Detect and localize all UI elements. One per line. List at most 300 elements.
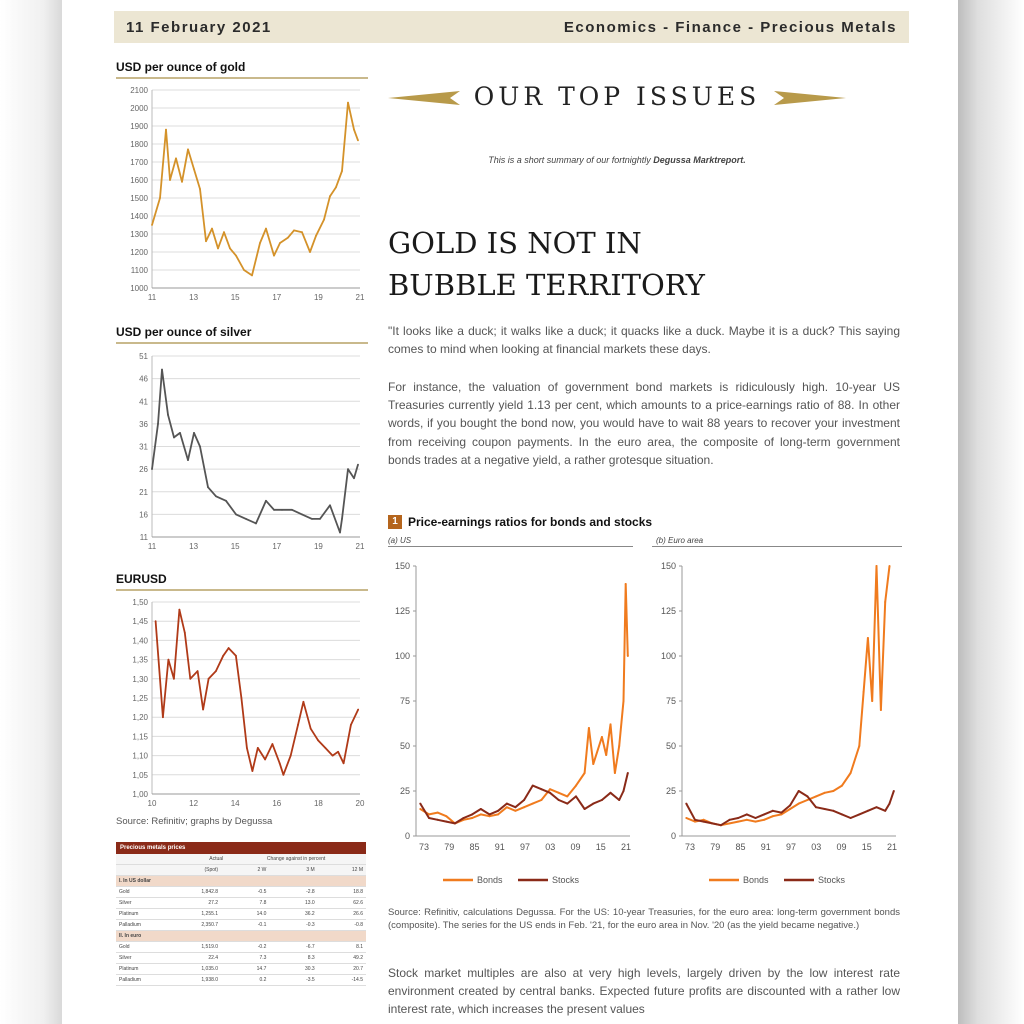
silver-chart-y-tick-label: 26 xyxy=(139,465,148,475)
gold-chart-line xyxy=(152,103,358,276)
gold-chart-point xyxy=(205,240,207,242)
pe-us-stocks-point xyxy=(454,822,456,824)
pe-us-stocks-point xyxy=(575,795,577,797)
metals-usd-cell: -0.1 xyxy=(257,922,267,928)
pe-euro-bonds-point xyxy=(876,565,878,567)
gold-chart-y-tick-label: 2100 xyxy=(130,86,148,95)
gold-chart-point xyxy=(193,168,195,170)
pe-ratio-chart-euro xyxy=(654,556,904,896)
silver-chart-x-tick-label: 15 xyxy=(230,542,240,551)
pe-us-bonds-point xyxy=(488,815,490,817)
pe-euro-stocks-point xyxy=(884,810,886,812)
eurusd-chart-y-tick-label: 1,05 xyxy=(132,770,148,780)
pe-ratio-chart-us xyxy=(388,556,638,896)
eurusd-chart-point xyxy=(208,678,210,680)
pe-euro-y-tick-label: 0 xyxy=(670,831,676,841)
silver-chart-point xyxy=(357,464,359,466)
left-source-note: Source: Refinitiv; graphs by Degussa xyxy=(116,816,273,827)
gold-chart-x-tick-label: 15 xyxy=(230,293,240,302)
gold-chart-point xyxy=(309,251,311,253)
metals-usd-cell: -0.5 xyxy=(257,889,267,895)
document-page xyxy=(62,0,958,1024)
gold-chart-point xyxy=(223,231,225,233)
pe-us-bonds-point xyxy=(610,723,612,725)
gold-chart-point xyxy=(279,242,281,244)
eurusd-chart-x-tick-label: 14 xyxy=(230,799,240,808)
silver-chart-y-tick-label: 31 xyxy=(139,442,148,452)
silver-chart-point xyxy=(329,504,331,506)
pe-euro-stocks-point xyxy=(841,813,843,815)
silver-chart-x-tick-label: 21 xyxy=(355,542,365,551)
gold-chart-y-tick-label: 1000 xyxy=(130,284,148,293)
pe-us-bonds-point xyxy=(506,806,508,808)
gold-chart-point xyxy=(357,140,359,142)
metals-eur-cell: 22.4 xyxy=(208,955,219,961)
silver-chart-point xyxy=(225,500,227,502)
eurusd-chart-point xyxy=(251,770,253,772)
paragraph-2: For instance, the valuation of government bond markets is ridiculously high. 10-year US Treasuries currently yield 1.13 per cent, which amounts to a price-earnings ratio of 88. In other words, if you bought the bond now, you would have to wait 88 years to recover your investment from receiving coupon payments. In the euro area, the composite of long-term government bonds trades at a negative yield, a rather grotesque situation. xyxy=(388,380,900,467)
metals-usd-cell: -0.8 xyxy=(354,922,364,928)
eurusd-chart-point xyxy=(155,620,157,622)
figure-rule-b xyxy=(652,546,902,547)
pe-us-bonds-point xyxy=(419,808,421,810)
metals-usd-cell: 2,350.7 xyxy=(201,922,219,928)
silver-chart-point xyxy=(157,423,159,425)
pe-us-y-tick-label: 150 xyxy=(394,561,410,571)
gold-chart-y-tick-label: 1700 xyxy=(130,158,148,167)
gold-chart-y-tick-label: 1300 xyxy=(130,230,148,239)
metals-usd-cell: 26.6 xyxy=(353,911,364,917)
eurusd-chart-y-tick-label: 1,30 xyxy=(132,674,148,684)
eurusd-chart-y-tick-label: 1,50 xyxy=(132,598,148,607)
gold-chart-point xyxy=(187,149,189,151)
pe-us-stocks-point xyxy=(471,813,473,815)
metals-eur-cell: 0.2 xyxy=(259,977,267,983)
gold-chart-point xyxy=(211,228,213,230)
metals-eur-cell: 1,035.0 xyxy=(201,966,219,972)
pe-us-x-tick-label: 15 xyxy=(595,842,606,852)
eurusd-chart-point xyxy=(222,655,224,657)
silver-chart-point xyxy=(311,518,313,520)
metals-eur-cell: -0.2 xyxy=(257,944,267,950)
pe-euro-x-tick-label: 73 xyxy=(684,842,696,852)
pe-us-x-tick-label: 21 xyxy=(620,842,632,852)
eurusd-chart-point xyxy=(310,728,312,730)
metals-table-section-usd: I. In US dollar xyxy=(116,876,366,887)
eurusd-chart-y-tick-label: 1,10 xyxy=(132,751,148,761)
eurusd-chart-point xyxy=(184,632,186,634)
header-band xyxy=(114,11,909,43)
silver-chart-point xyxy=(265,500,267,502)
pe-us-stocks-point xyxy=(610,792,612,794)
pe-euro-stocks-point xyxy=(806,795,808,797)
top-issues-banner xyxy=(388,80,846,116)
pe-euro-bonds-point xyxy=(858,745,860,747)
eurusd-chart-point xyxy=(246,747,248,749)
gold-chart-point xyxy=(259,242,261,244)
silver-chart-title: USD per ounce of silver xyxy=(116,325,252,339)
metals-eur-cell: 30.3 xyxy=(304,966,315,972)
gold-chart-point xyxy=(301,231,303,233)
pe-us-y-tick-label: 75 xyxy=(399,696,410,706)
eurusd-chart-point xyxy=(168,659,170,661)
pe-us-stocks-point xyxy=(419,803,421,805)
silver-chart-y-tick-label: 41 xyxy=(139,397,148,407)
silver-chart-point xyxy=(281,509,283,511)
gold-chart-y-tick-label: 1200 xyxy=(130,248,148,257)
pe-euro-stocks-point xyxy=(737,817,739,819)
metals-eur-cell: 8.1 xyxy=(356,944,364,950)
pe-us-bonds-point xyxy=(480,813,482,815)
pe-euro-x-tick-label: 03 xyxy=(811,842,822,852)
pe-us-bonds-point xyxy=(566,795,568,797)
metals-eur-cell: -14.5 xyxy=(351,977,364,983)
eurusd-chart-x-tick-label: 10 xyxy=(147,799,157,808)
pe-us-stocks-point xyxy=(437,819,439,821)
gold-chart-point xyxy=(229,248,231,250)
pe-us-stocks-point xyxy=(514,806,516,808)
pe-euro-stocks-point xyxy=(694,819,696,821)
metals-eur-row xyxy=(116,964,366,975)
silver-chart-x-tick-label: 19 xyxy=(313,542,323,551)
silver-chart-point xyxy=(301,513,303,515)
eurusd-chart-y-tick-label: 1,45 xyxy=(132,617,148,627)
pe-euro-stocks-point xyxy=(780,812,782,814)
pe-us-legend-stocks-label: Stocks xyxy=(552,875,580,885)
pe-euro-bonds-point xyxy=(685,817,687,819)
top-issues-title: OUR TOP ISSUES xyxy=(473,82,761,111)
silver-chart-point xyxy=(161,369,163,371)
pe-us-stocks-point xyxy=(523,799,525,801)
gold-chart-x-tick-label: 19 xyxy=(313,293,323,302)
metals-table-section-eur: II. In euro xyxy=(116,931,366,942)
pe-euro-bonds-point xyxy=(772,815,774,817)
eurusd-chart-point xyxy=(241,697,243,699)
pe-euro-bonds-point xyxy=(889,565,891,567)
pe-euro-y-tick-label: 150 xyxy=(660,561,676,571)
subchart-label-us: (a) US xyxy=(388,536,412,545)
pe-euro-bonds-point xyxy=(880,709,882,711)
pe-us-stocks-point xyxy=(618,799,620,801)
pe-us-stocks-point xyxy=(623,790,625,792)
eurusd-chart-y-tick-label: 1,20 xyxy=(132,713,148,723)
pe-us-x-tick-label: 09 xyxy=(570,842,581,852)
gold-chart-point xyxy=(181,181,183,183)
metals-usd-row xyxy=(116,920,366,931)
pe-us-stocks-point xyxy=(497,810,499,812)
pe-us-y-tick-label: 100 xyxy=(394,651,410,661)
pe-us-x-tick-label: 03 xyxy=(545,842,556,852)
pe-us-stocks-point xyxy=(601,799,603,801)
metals-usd-cell: Silver xyxy=(119,900,132,906)
pe-us-bonds-point xyxy=(523,806,525,808)
pe-us-y-tick-label: 50 xyxy=(399,741,410,751)
eurusd-chart-x-tick-label: 16 xyxy=(272,799,282,808)
pe-euro-stocks-point xyxy=(850,817,852,819)
pe-us-stocks-point xyxy=(488,813,490,815)
metals-eur-row xyxy=(116,942,366,953)
pe-euro-bonds-point xyxy=(798,803,800,805)
eurusd-chart-rule xyxy=(116,589,368,591)
silver-chart-point xyxy=(255,523,257,525)
silver-chart-point xyxy=(319,518,321,520)
metals-usd-cell: 62.6 xyxy=(353,900,364,906)
eurusd-chart-point xyxy=(272,743,274,745)
pe-euro-stocks-point xyxy=(763,813,765,815)
pe-euro-stocks-point xyxy=(789,804,791,806)
metals-usd-cell: -2.8 xyxy=(306,889,315,895)
metals-table-title: Precious metals prices xyxy=(116,842,366,854)
gold-chart-point xyxy=(315,235,317,237)
pe-us-stocks-line xyxy=(420,773,628,823)
eurusd-chart-point xyxy=(264,759,266,761)
pe-euro-stocks-point xyxy=(798,790,800,792)
pe-euro-bonds-point xyxy=(815,795,817,797)
pe-euro-x-tick-label: 85 xyxy=(735,842,746,852)
gold-chart-point xyxy=(265,228,267,230)
eurusd-chart-y-tick-label: 1,25 xyxy=(132,694,148,703)
silver-chart-point xyxy=(245,518,247,520)
silver-chart-point xyxy=(347,468,349,470)
eurusd-chart-point xyxy=(189,678,191,680)
eurusd-chart-point xyxy=(202,709,204,711)
eurusd-chart-point xyxy=(178,609,180,611)
pe-us-stocks-point xyxy=(445,821,447,823)
eurusd-chart-point xyxy=(257,747,259,749)
pe-euro-bonds-point xyxy=(824,792,826,794)
pe-euro-bonds-point xyxy=(867,637,869,639)
eurusd-chart-point xyxy=(162,716,164,718)
eurusd-chart-point xyxy=(357,709,359,711)
silver-chart-rule xyxy=(116,342,368,344)
gold-chart-point xyxy=(217,248,219,250)
silver-chart-point xyxy=(339,532,341,534)
eurusd-chart-point xyxy=(197,670,199,672)
pe-us-x-tick-label: 85 xyxy=(469,842,480,852)
metals-eur-cell: Palladium xyxy=(119,977,141,983)
pe-us-bonds-point xyxy=(584,772,586,774)
pe-us-stocks-point xyxy=(428,817,430,819)
pe-us-bonds-point xyxy=(601,736,603,738)
pe-euro-stocks-point xyxy=(703,821,705,823)
eurusd-chart xyxy=(116,596,368,812)
pe-us-bonds-point xyxy=(625,583,627,585)
metals-usd-cell: 14.0 xyxy=(256,911,267,917)
eurusd-chart-y-tick-label: 1,00 xyxy=(132,790,148,799)
pe-euro-bonds-point xyxy=(737,821,739,823)
article-headline: GOLD IS NOT IN BUBBLE TERRITORY xyxy=(388,226,705,302)
pe-us-stocks-point xyxy=(532,785,534,787)
summary-line: This is a short summary of our fortnightly Degussa Marktreport. xyxy=(488,155,746,165)
metals-eur-cell: 14.7 xyxy=(256,966,267,972)
pe-us-x-tick-label: 97 xyxy=(519,842,531,852)
pe-us-stocks-point xyxy=(566,803,568,805)
eurusd-chart-point xyxy=(173,678,175,680)
silver-chart-y-tick-label: 11 xyxy=(139,533,148,542)
silver-chart-x-tick-label: 11 xyxy=(147,542,157,551)
gold-chart-point xyxy=(151,224,153,226)
paragraph-1: "It looks like a duck; it walks like a duck; it quacks like a duck. Maybe it is a duck? This saying comes to mind when looking at financial markets these days. xyxy=(388,324,900,357)
metals-eur-cell: 7.3 xyxy=(259,955,267,961)
pe-euro-stocks-point xyxy=(824,808,826,810)
gold-chart-point xyxy=(169,179,171,181)
pe-euro-bonds-point xyxy=(806,799,808,801)
pe-us-stocks-point xyxy=(584,808,586,810)
gold-chart-x-tick-label: 11 xyxy=(147,293,157,302)
gold-chart-point xyxy=(287,237,289,239)
pe-us-y-tick-label: 0 xyxy=(404,831,410,841)
silver-chart-point xyxy=(235,513,237,515)
silver-chart-y-tick-label: 46 xyxy=(139,374,148,384)
pe-us-bonds-point xyxy=(471,817,473,819)
silver-chart-point xyxy=(179,432,181,434)
pe-us-stocks-point xyxy=(506,803,508,805)
pe-euro-y-tick-label: 125 xyxy=(660,606,676,616)
metals-price-table xyxy=(116,842,366,986)
pe-us-bonds-point xyxy=(614,772,616,774)
pe-us-legend-bonds-label: Bonds xyxy=(477,875,503,885)
pe-us-bonds-point xyxy=(514,810,516,812)
eurusd-chart-x-tick-label: 12 xyxy=(189,799,199,808)
eurusd-chart-y-tick-label: 1,40 xyxy=(132,636,148,646)
pe-us-bonds-point xyxy=(618,745,620,747)
metals-eur-cell: -6.7 xyxy=(306,944,315,950)
eurusd-chart-y-tick-label: 1,35 xyxy=(132,655,148,665)
pe-euro-legend-stocks-label: Stocks xyxy=(818,875,846,885)
silver-chart-point xyxy=(173,437,175,439)
gold-chart-y-tick-label: 1400 xyxy=(130,212,148,221)
eurusd-chart-point xyxy=(297,724,299,726)
metals-eur-cell: 8.3 xyxy=(307,955,315,961)
pe-us-bonds-point xyxy=(558,792,560,794)
pe-euro-x-tick-label: 09 xyxy=(836,842,847,852)
pe-us-stocks-point xyxy=(558,799,560,801)
pe-us-bonds-line xyxy=(420,584,628,823)
silver-chart-point xyxy=(273,509,275,511)
metals-usd-cell: 1,842.8 xyxy=(201,889,219,895)
pe-euro-stocks-point xyxy=(685,803,687,805)
pe-us-stocks-point xyxy=(480,808,482,810)
pe-euro-stocks-point xyxy=(729,819,731,821)
silver-chart-point xyxy=(187,459,189,461)
gold-chart-y-tick-label: 1500 xyxy=(130,194,148,203)
pe-us-x-tick-label: 91 xyxy=(494,842,505,852)
eurusd-chart-line xyxy=(156,610,359,775)
silver-chart-point xyxy=(151,468,153,470)
gold-chart-point xyxy=(243,269,245,271)
pe-euro-stocks-point xyxy=(711,822,713,824)
pe-euro-stocks-point xyxy=(720,824,722,826)
pe-us-bonds-point xyxy=(497,813,499,815)
pe-euro-stocks-point xyxy=(832,810,834,812)
metals-usd-cell: 27.2 xyxy=(208,900,219,906)
pe-euro-y-tick-label: 25 xyxy=(665,786,676,796)
metals-usd-row xyxy=(116,909,366,920)
eurusd-chart-point xyxy=(343,762,345,764)
gold-chart-point xyxy=(323,219,325,221)
right-arrow-ornament-icon xyxy=(774,90,846,106)
pe-euro-bonds-point xyxy=(841,785,843,787)
pe-us-stocks-point xyxy=(592,803,594,805)
pe-euro-stocks-point xyxy=(867,810,869,812)
pe-us-bonds-point xyxy=(549,788,551,790)
pe-euro-x-tick-label: 97 xyxy=(785,842,797,852)
silver-chart-point xyxy=(215,495,217,497)
pe-euro-bonds-point xyxy=(789,808,791,810)
left-arrow-ornament-icon xyxy=(388,90,460,106)
eurusd-chart-point xyxy=(337,751,339,753)
pe-euro-bonds-point xyxy=(729,822,731,824)
metals-table-header: Actual Change against in percent xyxy=(116,854,366,865)
pe-euro-bonds-point xyxy=(754,821,756,823)
metals-eur-row xyxy=(116,953,366,964)
metals-usd-cell: 1,255.1 xyxy=(201,911,219,917)
eurusd-chart-point xyxy=(290,755,292,757)
silver-chart-y-tick-label: 16 xyxy=(139,510,148,520)
eurusd-chart-point xyxy=(282,774,284,776)
metals-usd-cell: 36.2 xyxy=(304,911,315,917)
silver-chart-point xyxy=(341,518,343,520)
silver-chart-point xyxy=(193,432,195,434)
page-shadow-left xyxy=(0,0,62,1024)
gold-chart-point xyxy=(159,197,161,199)
metals-usd-cell: Palladium xyxy=(119,922,141,928)
pe-us-bonds-point xyxy=(623,700,625,702)
metals-eur-row xyxy=(116,975,366,986)
pe-euro-bonds-point xyxy=(871,700,873,702)
eurusd-chart-point xyxy=(228,647,230,649)
silver-chart-point xyxy=(167,414,169,416)
pe-us-bonds-point xyxy=(437,812,439,814)
page-shadow-right xyxy=(958,0,1024,1024)
silver-chart-point xyxy=(207,486,209,488)
pe-euro-y-tick-label: 50 xyxy=(665,741,676,751)
metals-usd-cell: -0.3 xyxy=(306,922,315,928)
pe-euro-y-tick-label: 75 xyxy=(665,696,676,706)
metals-eur-cell: Gold xyxy=(119,944,130,950)
gold-chart-x-tick-label: 21 xyxy=(355,293,365,302)
gold-chart-point xyxy=(273,255,275,257)
gold-chart-rule xyxy=(116,77,368,79)
metals-usd-cell: Gold xyxy=(119,889,130,895)
silver-chart-y-tick-label: 21 xyxy=(139,487,148,497)
pe-euro-bonds-point xyxy=(832,790,834,792)
eurusd-chart-point xyxy=(332,755,334,757)
gold-chart-title: USD per ounce of gold xyxy=(116,60,246,74)
gold-chart-point xyxy=(175,158,177,160)
gold-price-chart xyxy=(116,84,368,306)
gold-chart-y-tick-label: 1100 xyxy=(130,266,148,275)
pe-euro-stocks-point xyxy=(889,803,891,805)
gold-chart-x-tick-label: 13 xyxy=(189,293,199,302)
silver-chart-point xyxy=(291,509,293,511)
report-topics: Economics - Finance - Precious Metals xyxy=(563,18,897,36)
metals-usd-cell: 7.8 xyxy=(259,900,267,906)
gold-chart-point xyxy=(165,129,167,131)
report-date: 11 February 2021 xyxy=(126,18,272,36)
figure-source-note: Source: Refinitiv, calculations Degussa. For the US: 10-year Treasuries, for the euro area: long-term government bonds (composite). The series for the US ends in Feb. '21, for the euro area in Nov. '20 (as the yield became negative.) xyxy=(388,907,900,931)
metals-eur-cell: 20.7 xyxy=(353,966,364,972)
metals-eur-cell: Silver xyxy=(119,955,132,961)
silver-chart-y-tick-label: 51 xyxy=(139,352,148,361)
silver-chart-line xyxy=(152,370,358,533)
metals-usd-cell: Platinum xyxy=(119,911,139,917)
pe-euro-x-tick-label: 15 xyxy=(861,842,872,852)
pe-euro-stocks-point xyxy=(746,813,748,815)
pe-us-stocks-point xyxy=(540,788,542,790)
metals-eur-cell: 1,519.0 xyxy=(201,944,219,950)
pe-euro-y-tick-label: 100 xyxy=(660,651,676,661)
